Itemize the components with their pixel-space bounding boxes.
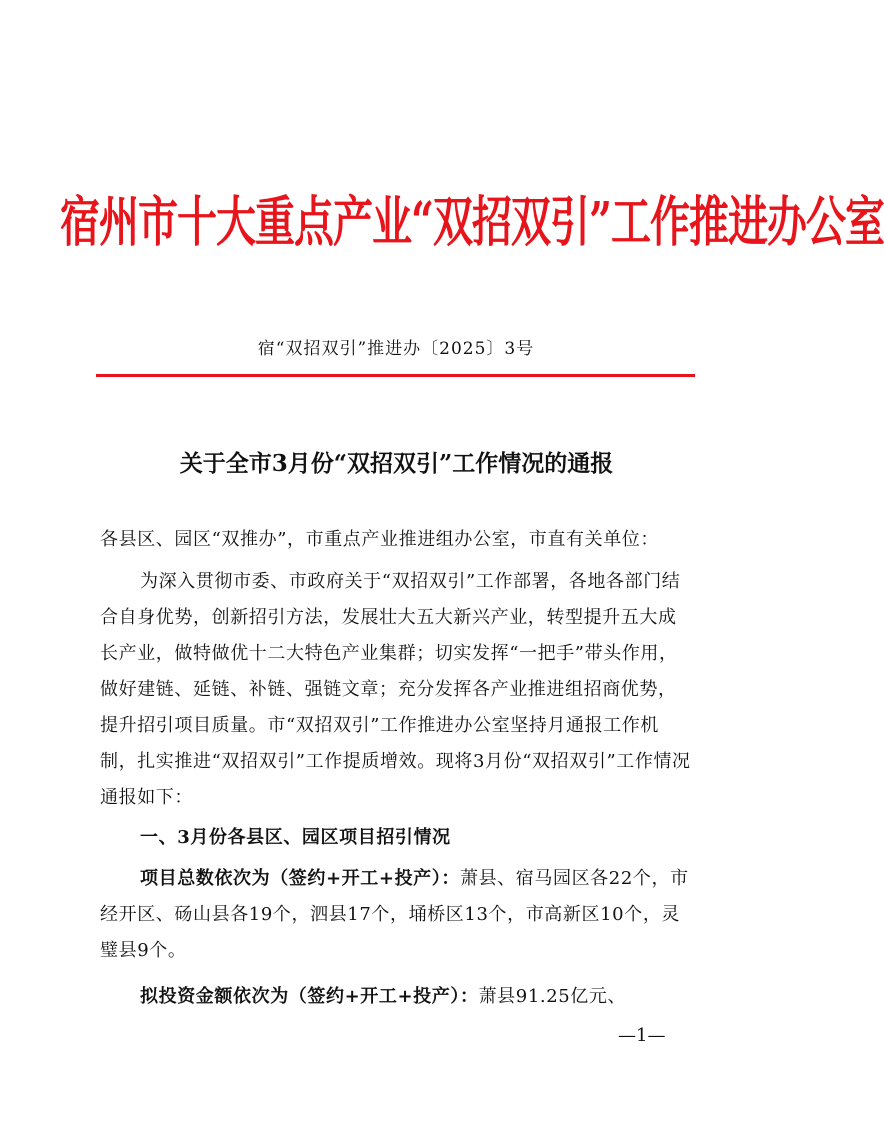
investment-amount-paragraph	[100, 979, 692, 1015]
project-count-lead: 项目总数依次为（签约+开工+投产）：	[140, 868, 460, 889]
project-count-paragraph	[100, 861, 692, 969]
page-number: —1—	[618, 1025, 666, 1046]
investment-amount-text: 萧县91.25亿元、	[478, 986, 627, 1007]
greeting-line: 各县区、园区“双推办”，市重点产业推进组办公室，市直有关单位：	[100, 529, 660, 550]
document-title: 关于全市3月份“双招双引”工作情况的通报	[179, 450, 614, 477]
document-number: 宿“双招双引”推进办〔2025〕3号	[257, 339, 535, 359]
intro-paragraph: 为深入贯彻市委、市政府关于“双招双引”工作部署，各地各部门结合自身优势，创新招引方法，发展壮大五大新兴产业，转型提升五大成长产业，做特做优十二大特色产业集群；切实发挥“一把手”带头作用，做好建链、延链、补链、强链文章；充分发挥各产业推进组招商优势，提升招引项目质量。市“双招双引”工作推进办公室坚持月通报工作机制，扎实推进“双招双引”工作提质增效。现将3月份“双招双引”工作情况通报如下：	[100, 571, 691, 808]
project-count-text: 萧县、宿马园区各22个，市经开区、砀山县各19个，泗县17个，埇桥区13个，市高新区10个，灵璧县9个。	[100, 868, 689, 961]
red-divider-line	[96, 374, 695, 377]
investment-amount-lead: 拟投资金额依次为（签约+开工+投产）：	[140, 986, 479, 1007]
section-heading: 一、3月份各县区、园区项目招引情况	[140, 827, 451, 848]
issuing-office-masthead: 宿州市十大重点产业“双招双引”工作推进办公室	[60, 190, 884, 255]
